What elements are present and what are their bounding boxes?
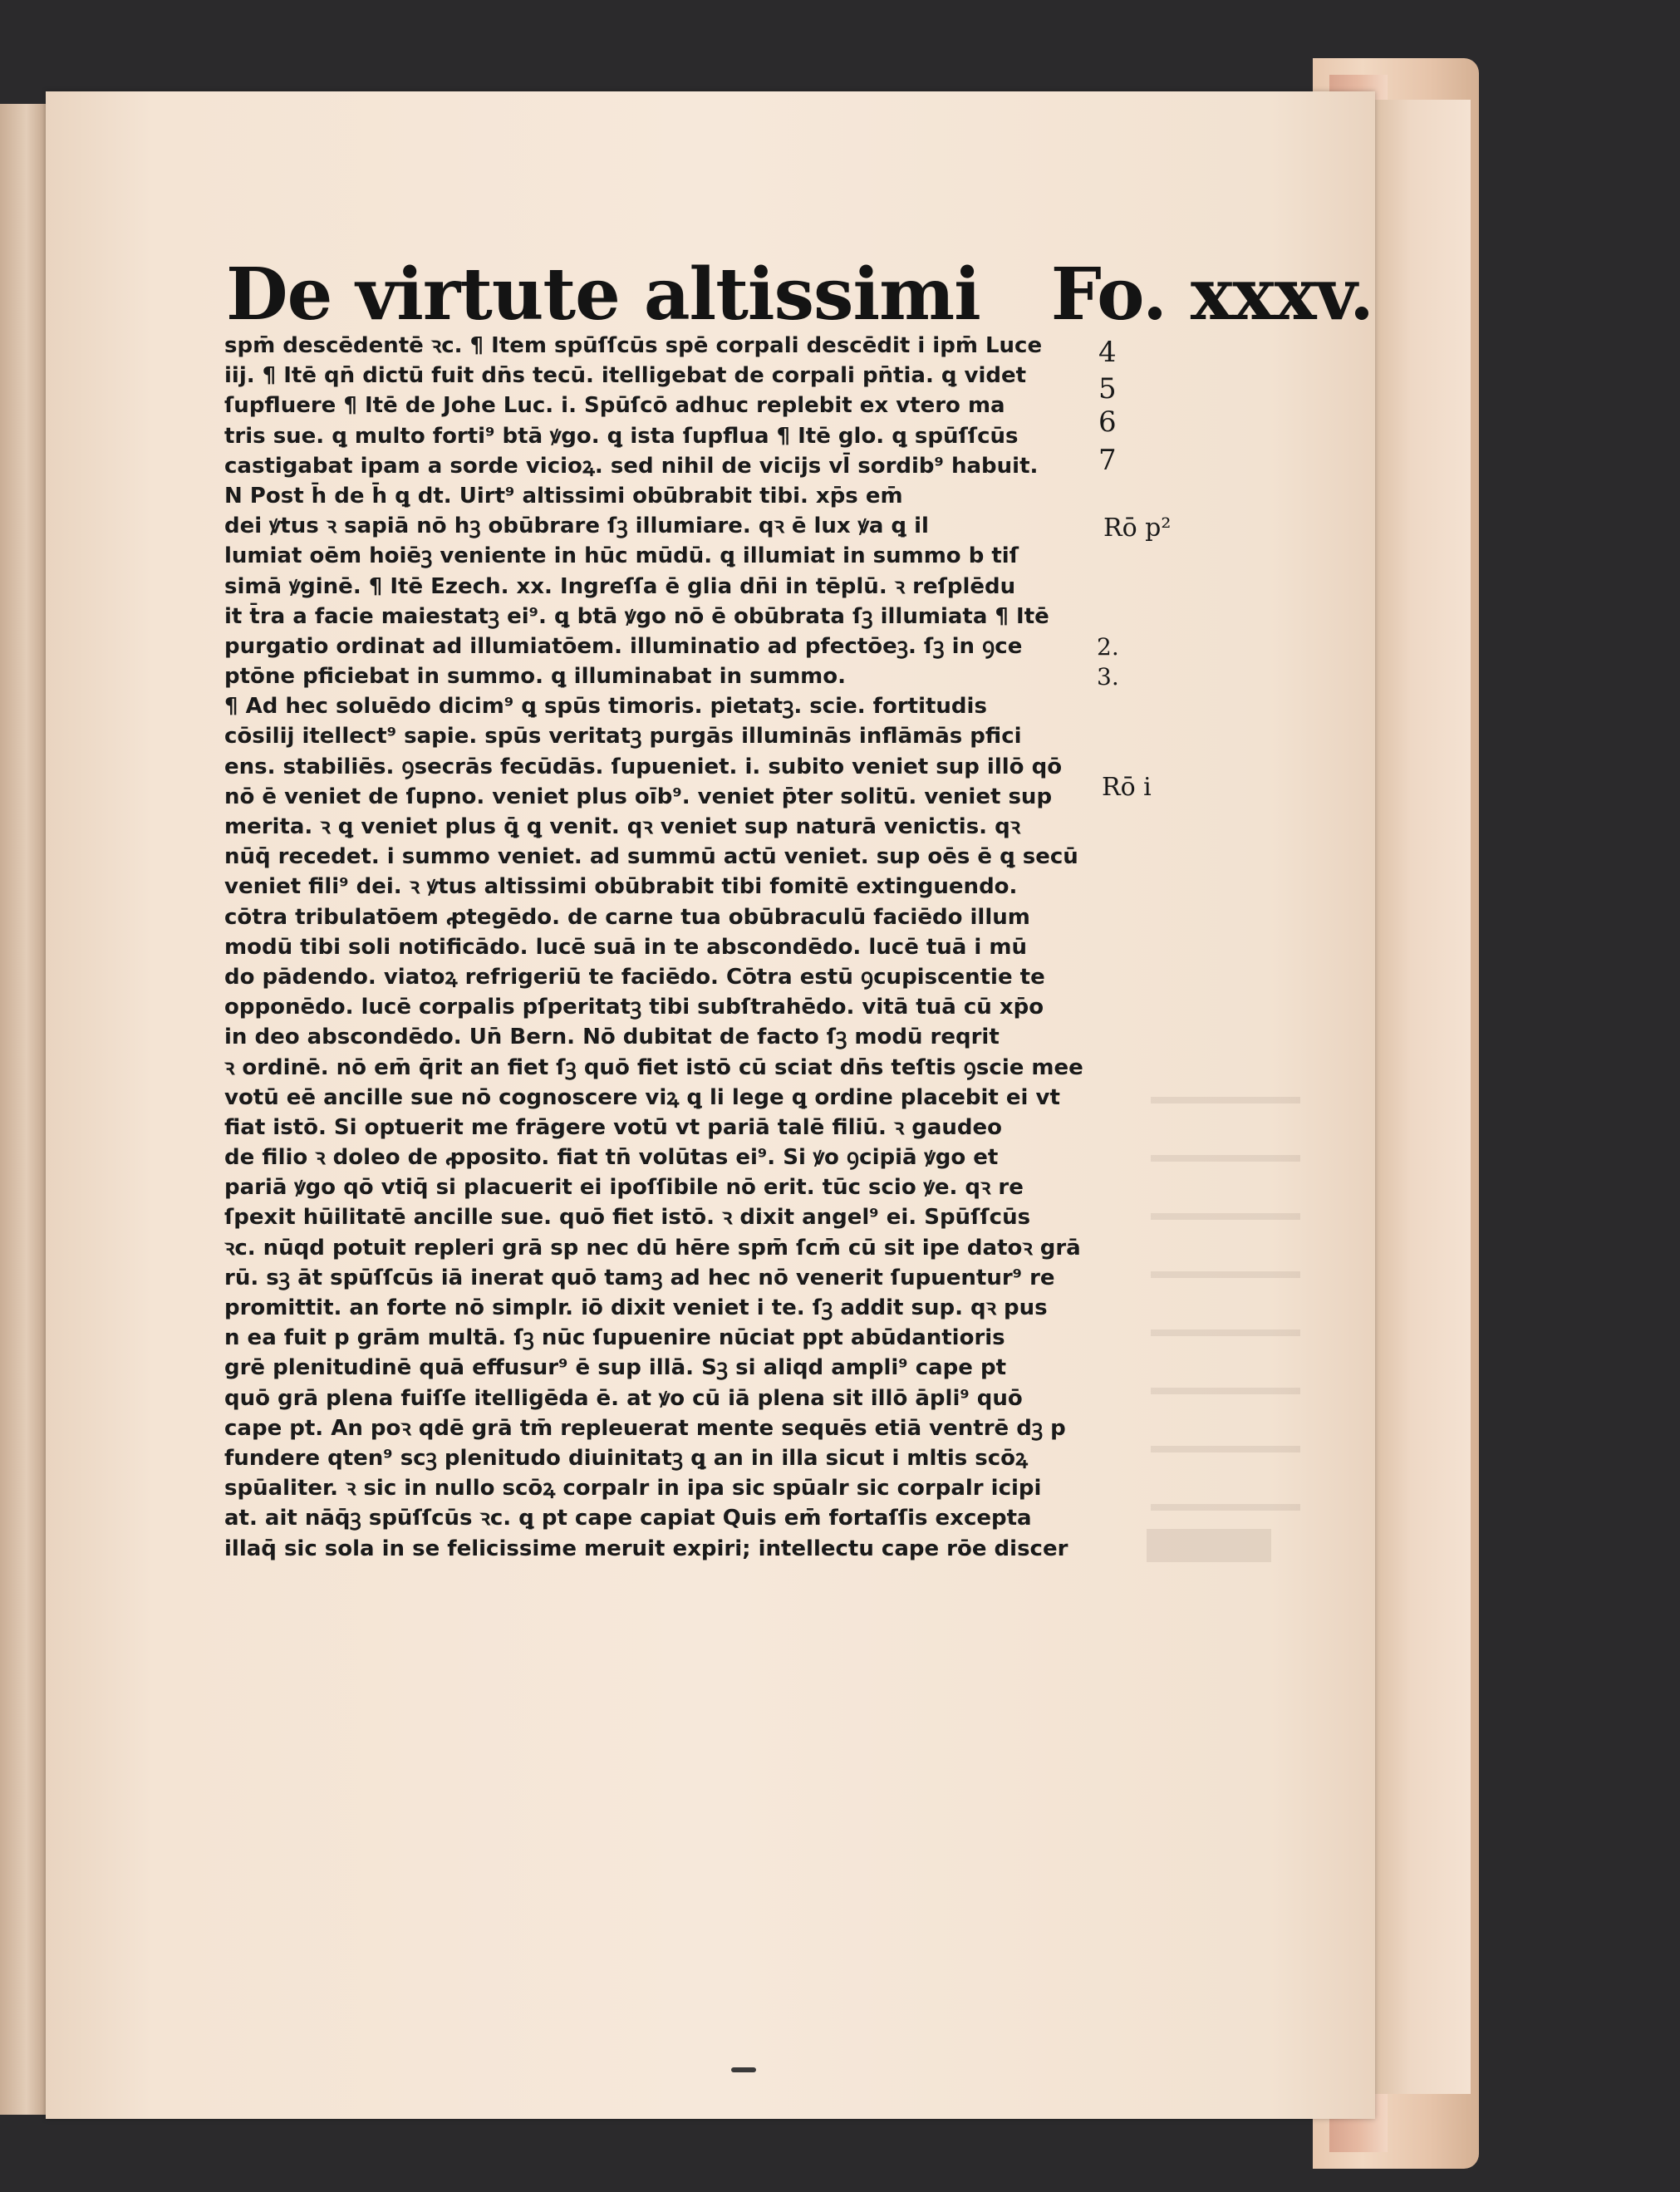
folio-number: Fo. xxxv. (1050, 253, 1373, 337)
catchword-mark (731, 2067, 756, 2072)
text-line: grē plenitudinē quā effusur⁹ ē sup illā. Sꝫ si aliqd ampli⁹ cape pt (224, 1355, 1007, 1381)
text-line: spm̄ descēdentē ꝛc. ¶ Item spūſſcūs spē corpali descēdit i ipm̄ Luce (224, 333, 1043, 358)
text-line: quō grā plena fuiſſe itelligēda ē. at ꝟo cū iā plena sit illō āpli⁹ quō (224, 1385, 1023, 1411)
text-line: n ea fuit p grām multā. ſꝫ nūc ſupuenire nūciat ppt abūdantioris (224, 1325, 1005, 1351)
text-line: veniet fili⁹ dei. ꝛ ꝟtus altissimi obūbrabit tibi fomitē extinguendo. (224, 874, 1018, 900)
text-line: simā ꝟginē. ¶ Itē Ezech. xx. Ingreſſa ē glia dn̄i in tēplū. ꝛ reſplēdu (224, 573, 1016, 599)
text-line: merita. ꝛ ꝗ veniet plus ꝗ̄ ꝗ venit. qꝛ veniet sup naturā venictis. qꝛ (224, 814, 1021, 839)
page-header (226, 249, 1373, 341)
text-line: dei ꝟtus ꝛ sapiā nō hꝫ obūbrare ſꝫ illumiare. qꝛ ē lux ꝟa ꝗ il (224, 514, 929, 539)
text-line: promittit. an forte nō simplr. iō dixit veniet i te. ſꝫ addit sup. qꝛ pus (224, 1295, 1048, 1320)
text-line: in deo abscondēdo. Un̄ Bern. Nō dubitat de facto ſꝫ modū reqrit (224, 1025, 1000, 1050)
text-line: ſpexit hūilitatē ancille sue. quō fiet istō. ꝛ dixit angel⁹ ei. Spūſſcūs (224, 1205, 1031, 1231)
text-line: modū tibi soli notificādo. lucē suā in te abscondēdo. lucē tuā i mū (224, 934, 1027, 960)
text-line: pariā ꝟgo qō vtiq̄ si placuerit ei ipoſſibile nō erit. tūc scio ꝟe. qꝛ re (224, 1175, 1024, 1201)
text-line: fiat istō. Si optuerit me frāgere votū vt pariā talē filiū. ꝛ gaudeo (224, 1114, 1003, 1140)
margin-note: 5 (1098, 372, 1117, 405)
text-line: N Post h̄ de h̄ ꝗ dt. Uirt⁹ altissimi obūbrabit tibi. xp̄s em̄ (224, 483, 903, 509)
text-line: ¶ Ad hec soluēdo dicim⁹ ꝗ spūs timoris. pietatꝫ. scie. fortitudis (224, 694, 987, 720)
text-line: fundere qten⁹ scꝫ plenitudo diuinitatꝫ ꝗ an in illa sicut i mltis scōꝝ (224, 1445, 1029, 1471)
margin-note: 2. (1097, 633, 1119, 661)
show-through-text (1151, 1097, 1300, 1512)
text-line: tris sue. ꝗ multo forti⁹ btā ꝟgo. ꝗ ista ſupflua ¶ Itē glo. ꝗ spūſſcūs (224, 423, 1019, 449)
text-line: illaq̄ sic sola in se felicissime meruit expiri; intellectu cape rōe discer (224, 1536, 1068, 1561)
margin-note: 7 (1098, 444, 1117, 477)
margin-note: 6 (1098, 405, 1117, 439)
text-line: it t̄ra a facie maiestatꝫ ei⁹. ꝗ btā ꝟgo nō ē obūbrata ſꝫ illumiata ¶ Itē (224, 603, 1049, 629)
text-line: votū eē ancille sue nō cognoscere viꝝ ꝗ li lege ꝗ ordine placebit ei vt (224, 1084, 1060, 1110)
show-through-text (1147, 1529, 1271, 1562)
text-line: nō ē veniet de ſupno. veniet plus oīb⁹. veniet p̄ter solitū. veniet sup (224, 784, 1053, 809)
text-line: ens. stabiliēs. ꝯsecrās fecūdās. ſupueniet. i. subito veniet sup illō qō (224, 754, 1063, 779)
margin-note: 3. (1097, 663, 1119, 691)
text-line: ptōne pficiebat in summo. ꝗ illuminabat in summo. (224, 664, 846, 690)
text-line: at. ait nāq̄ꝫ spūſſcūs ꝛc. ꝗ pt cape capiat Quis em̄ fortaſſis excepta (224, 1506, 1032, 1531)
text-line: ꝛc. nūqd potuit repleri grā sp nec dū hēre spm̄ ſcm̄ cū sit ipe datoꝛ grā (224, 1235, 1081, 1261)
text-line: ꝛ ordinē. nō em̄ q̄rit an fiet ſꝫ quō fiet istō cū sciat dn̄s teſtis ꝯscie mee (224, 1054, 1083, 1080)
text-line: rū. sꝫ āt spūſſcūs iā inerat quō tamꝫ ad hec nō venerit ſupuentur⁹ re (224, 1265, 1055, 1290)
text-line: nūq̄ recedet. i summo veniet. ad summū actū veniet. sup oēs ē ꝗ secū (224, 844, 1078, 870)
text-line: spūaliter. ꝛ sic in nullo scōꝝ corpalr in ipa sic spūalr sic corpalr icipi (224, 1476, 1042, 1501)
running-title: De virtute altissimi (226, 253, 980, 337)
text-line: castigabat ipam a sorde vicioꝝ. sed nihil de vicijs vl̄ sordib⁹ habuit. (224, 453, 1039, 479)
margin-note: Rō i (1102, 773, 1152, 802)
text-line: iij. ¶ Itē qn̄ dictū fuit dn̄s tecū. itelligebat de corpali pn̄tia. ꝗ videt (224, 363, 1027, 389)
facing-page-edge (0, 104, 48, 2115)
text-line: purgatio ordinat ad illumiatōem. illuminatio ad pfectōeꝫ. ſꝫ in ꝯce (224, 633, 1023, 659)
text-line: cape pt. An poꝛ qdē grā tm̄ repleuerat mente sequēs etiā ventrē dꝫ p (224, 1415, 1066, 1441)
margin-note: Rō p² (1103, 514, 1172, 543)
text-line: cōsilij itellect⁹ sapie. spūs veritatꝫ purgās illuminās inflāmās pfici (224, 724, 1022, 750)
text-line: de filio ꝛ doleo de ꝓposito. fiat tn̄ volūtas ei⁹. Si ꝟo ꝯcipiā ꝟgo et (224, 1145, 999, 1171)
text-line: lumiat oēm hoiēꝫ veniente in hūc mūdū. ꝗ illumiat in summo b tiſ (224, 543, 1019, 569)
text-line: opponēdo. lucē corpalis pſperitatꝫ tibi subſtrahēdo. vitā tuā cū xp̄o (224, 995, 1044, 1020)
main-text-block (224, 331, 1105, 1564)
page-stack-edge (1371, 100, 1471, 2094)
margin-note: 4 (1098, 336, 1117, 369)
text-line: cōtra tribulatōem ꝓtegēdo. de carne tua obūbraculū faciēdo illum (224, 904, 1030, 930)
text-line: ſupfluere ¶ Itē de Johe Luc. i. Spūſcō adhuc replebit ex vtero ma (224, 393, 1005, 419)
text-line: do pādendo. viatoꝝ refrigeriū te faciēdo. Cōtra estū ꝯcupiscentie te (224, 964, 1045, 990)
